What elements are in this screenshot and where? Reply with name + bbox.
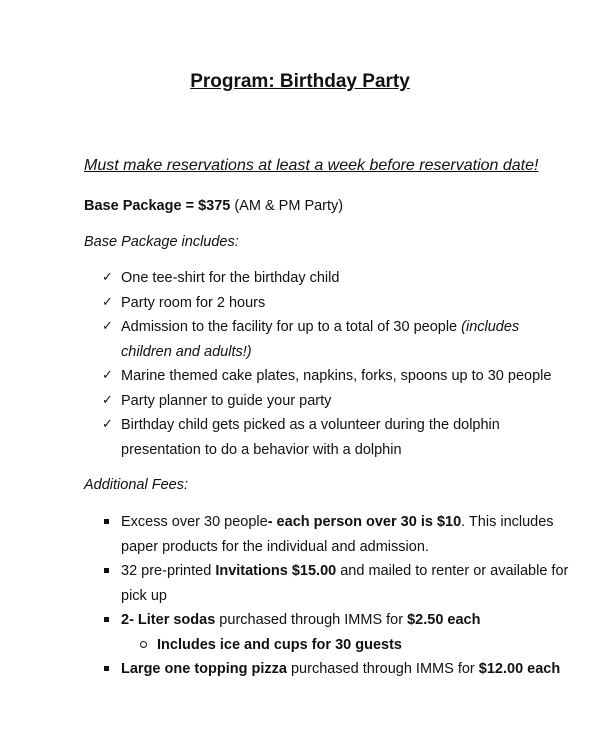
base-package-label: Base Package = $375 [84, 198, 231, 214]
square-bullet-icon [104, 519, 109, 524]
page-title: Program: Birthday Party [190, 71, 410, 92]
checkmark-icon: ✓ [102, 417, 113, 432]
list-item: ✓ Party planner to guide your party [102, 389, 572, 414]
list-item: ✓ One tee-shirt for the birthday child [102, 266, 572, 291]
square-bullet-icon [104, 568, 109, 573]
square-bullet-icon [104, 666, 109, 671]
square-bullet-icon [104, 617, 109, 622]
list-item: Large one topping pizza purchased through IMMS for $12.00 each [102, 657, 572, 682]
sub-list-item: Includes ice and cups for 30 guests [121, 633, 572, 658]
list-item: Excess over 30 people- each person over 30 is $10. This includes paper products for the individual and admission. [102, 510, 572, 559]
list-item: 32 pre-printed Invitations $15.00 and mailed to renter or available for pick up [102, 559, 572, 608]
fees-heading: Additional Fees: [84, 477, 188, 493]
reservation-notice: Must make reservations at least a week before reservation date! [84, 157, 539, 174]
includes-list [102, 266, 572, 462]
list-item: 2- Liter sodas purchased through IMMS for $2.50 each Includes ice and cups for 30 guests [102, 608, 572, 657]
cutoff-text-fragment [118, 681, 458, 689]
includes-heading: Base Package includes: [84, 234, 239, 250]
checkmark-icon: ✓ [102, 319, 113, 334]
base-package-detail: (AM & PM Party) [230, 198, 344, 214]
checkmark-icon: ✓ [102, 368, 113, 383]
checkmark-icon: ✓ [102, 392, 113, 408]
list-item: ✓ Party room for 2 hours [102, 291, 572, 316]
fees-list [102, 510, 572, 682]
checkmark-icon: ✓ [102, 294, 113, 310]
list-item: ✓ Admission to the facility for up to a total of 30 people (includes children and adults!) [102, 315, 572, 364]
list-item: ✓ Birthday child gets picked as a volunteer during the dolphin presentation to do a behavior with a dolphin [102, 413, 572, 462]
circle-bullet-icon [140, 641, 147, 648]
list-item: ✓ Marine themed cake plates, napkins, forks, spoons up to 30 people [102, 364, 572, 389]
base-package-line [84, 194, 343, 219]
checkmark-icon: ✓ [102, 270, 113, 285]
